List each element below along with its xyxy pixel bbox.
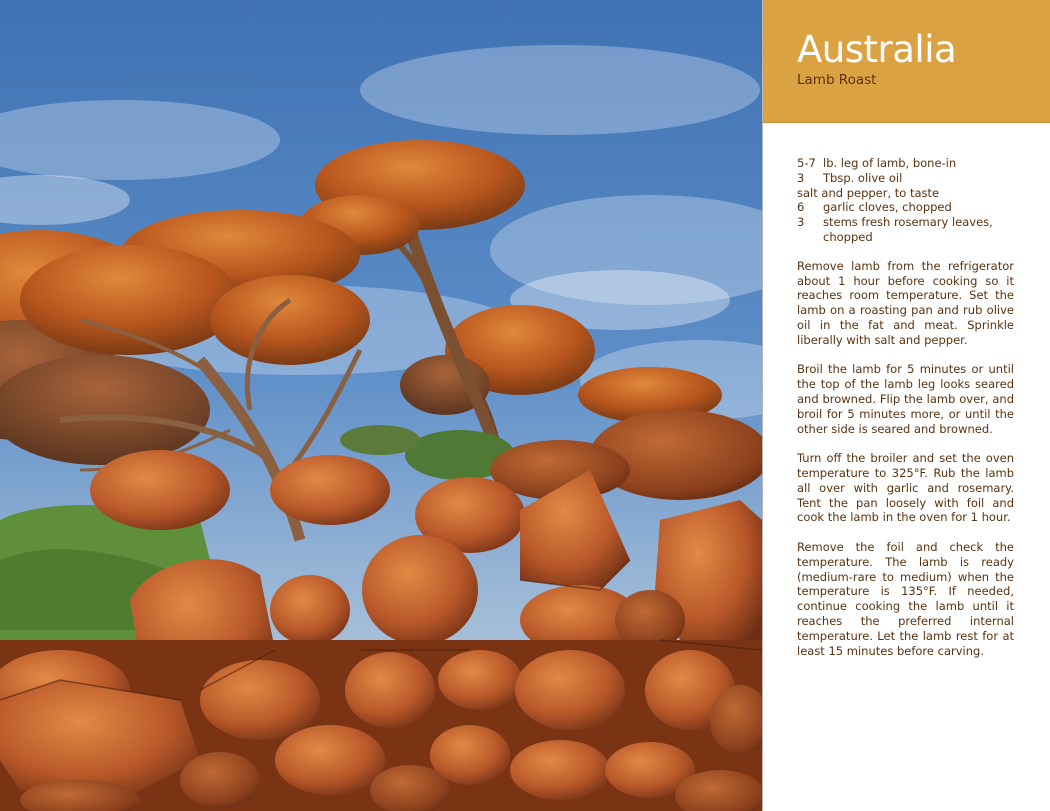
ingredient-row [797, 186, 1014, 201]
ingredient-quantity: 3 [797, 215, 805, 230]
page-title: Australia [797, 28, 957, 71]
instruction-step-4: Remove the foil and check the temperature. The lamb is ready (medium-rare to medium) when the temperature is 135°F. If needed, continue cooking the lamb until it reaches the preferred internal temperature. Let the lamb rest for at least 15 minutes before carving. [797, 539, 1014, 658]
ingredient-name: Tbsp. olive oil [823, 170, 903, 185]
ingredient-row [797, 156, 1014, 171]
recipe-name: Lamb Roast [797, 72, 877, 88]
ingredient-name: salt and pepper, to taste [797, 185, 940, 200]
ingredient-quantity: 6 [797, 200, 805, 215]
recipe-body [797, 156, 1014, 673]
instruction-step-3: Turn off the broiler and set the oven temperature to 325°F. Rub the lamb all over with garlic and rosemary. Tent the pan loosely with foil and cook the lamb in the oven for 1 hour. [797, 451, 1014, 525]
ingredient-name: lb. leg of lamb, bone-in [823, 156, 957, 170]
ingredient-row [797, 215, 1014, 245]
title-banner [763, 0, 1050, 123]
ingredient-row [797, 171, 1014, 186]
instruction-step-2: Broil the lamb for 5 minutes or until the top of the lamb leg looks seared and browned. Flip the lamb over, and broil for 5 minutes more, or until the other side is seared and browned. [797, 362, 1014, 436]
ingredient-list [797, 156, 1014, 245]
ingredient-quantity: 3 [797, 170, 805, 185]
ingredient-name: garlic cloves, chopped [823, 200, 952, 215]
ingredient-name: stems fresh rosemary leaves, chopped [823, 215, 993, 244]
instruction-step-1: Remove lamb from the refrigerator about 1 hour before cooking so it reaches room temperature. Set the lamb on a roasting pan and rub olive oil in the fat and meat. Sprinkle liberally with salt and pepper. [797, 258, 1014, 347]
ingredient-quantity: 5-7 [797, 156, 816, 170]
ingredient-row [797, 200, 1014, 215]
